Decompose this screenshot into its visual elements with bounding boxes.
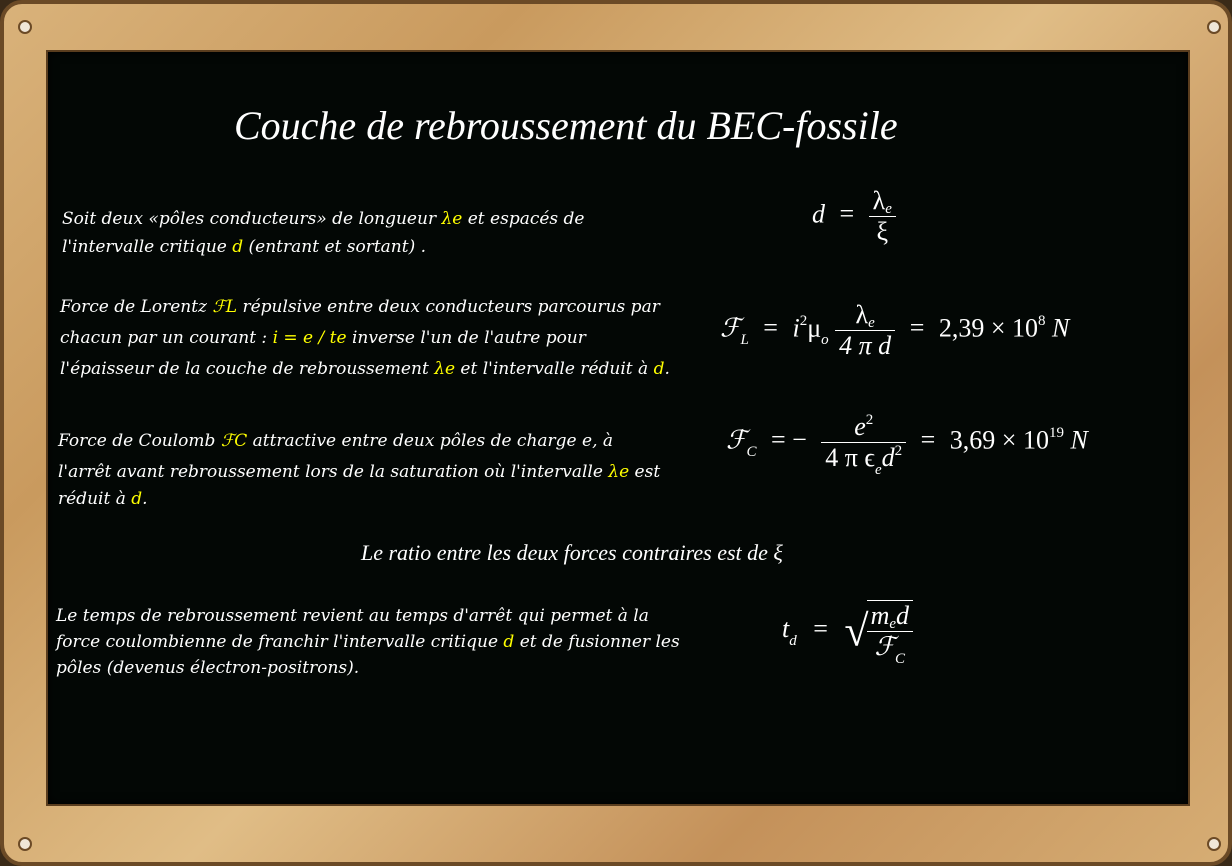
nail-icon — [1207, 837, 1221, 851]
paragraph-lorentz: Force de Lorentz ℱL répulsive entre deux conducteurs parcourus par chacun par un courant : i = e / te inverse l'un de l'autre pour l'épaisseur de la couche de rebroussement λe et l'intervalle réduit à d. — [60, 297, 670, 379]
equation-d: d = $\frac{\lambda e}{\xi}$ — [812, 186, 896, 247]
nail-icon — [18, 20, 32, 34]
paragraph-coulomb: Force de Coulomb ℱC attractive entre deux pôles de charge e, à l'arrêt avant rebroussement lors de la saturation où l'intervalle λe est réduit à d. — [58, 431, 661, 509]
paragraph-time: Le temps de rebroussement revient au temps d'arrêt qui permet à la force coulombienne de franchir l'intervalle critique d et de fusionner les pôles (devenus électron-positrons). — [56, 606, 680, 678]
equation-time: $t_d$ = √ $\frac{\text{med}}{ℱ_C}$ — [782, 600, 913, 662]
paragraph-poles: Soit deux «pôles conducteurs» de longueur λe et espacés de l'intervalle critique d (entrant et sortant) . — [62, 209, 585, 257]
equation-lorentz: ℱ$_L$ = $i^2\mu_o$ $\frac{\lambda e}{\text{4 π d}}$ = $2,39 \times 10^8$ N — [720, 300, 1070, 360]
equation-coulomb: ℱ$_C$ = − $\frac{e^2}{4 \pi \epsilon_ed^2}$ = $3,69 \times 10^{19}$ N — [726, 412, 1088, 478]
sqrt-icon: √ — [844, 606, 869, 656]
nail-icon — [1207, 20, 1221, 34]
nail-icon — [18, 837, 32, 851]
page-title: Couche de rebroussement du BEC-fossile — [234, 103, 898, 148]
ratio-line: Le ratio entre les deux forces contraires est de ξ — [361, 540, 783, 565]
